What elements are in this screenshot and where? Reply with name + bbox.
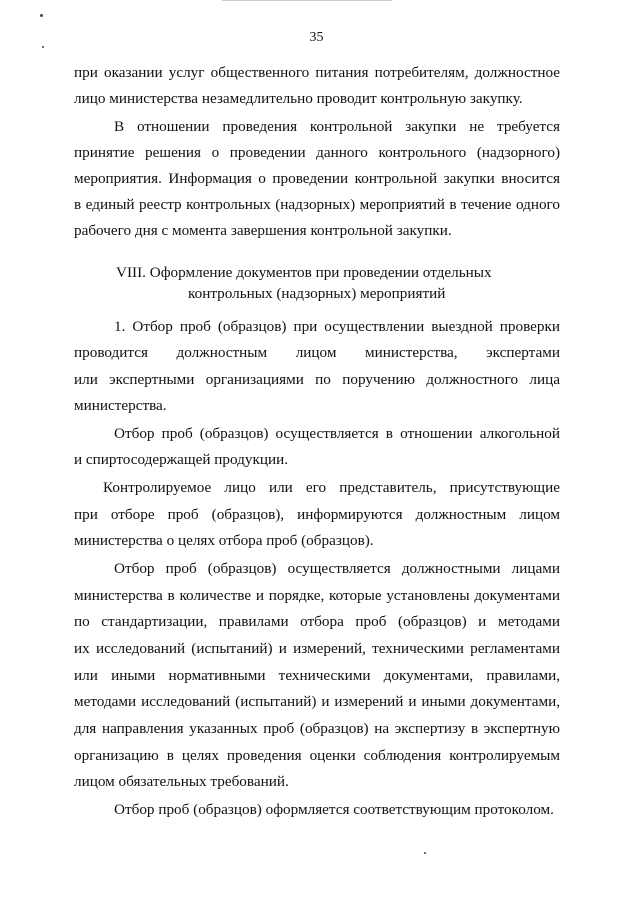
text-line: по стандартизации, правилами отбора проб (образцов) и методами [74,613,560,630]
text-line: и спиртосодержащей продукции. [74,451,289,468]
page-number: 35 [309,30,324,45]
text-line: рабочего дня с момента завершения контрольной закупки. [74,222,452,239]
text-line: министерства о целях отбора проб (образцов). [74,532,374,549]
section-heading-line-1: VIII. Оформление документов при проведении отдельных [116,264,492,281]
text-line: министерства в количестве и порядке, которые установлены документами [74,587,560,604]
text-line: при оказании услуг общественного питания потребителям, должностное [74,64,560,81]
text-line: министерства. [74,397,167,414]
text-line: 1. Отбор проб (образцов) при осуществлении выездной проверки [114,318,560,335]
text-line: мероприятия. Информация о проведении контрольной закупки вносится [74,170,560,187]
scan-speck [40,14,43,17]
text-line: лицо министерства незамедлительно проводит контрольную закупку. [74,90,523,107]
text-line: в единый реестр контрольных (надзорных) мероприятий в течение одного [74,196,560,213]
section-heading-line-2: контрольных (надзорных) мероприятий [188,285,446,302]
text-line: методами исследований (испытаний) и измерений и иными документами, [74,693,560,710]
text-line: лицом обязательных требований. [74,773,289,790]
text-line: при отборе проб (образцов), информируются должностным лицом [74,506,560,523]
scan-speck [42,46,44,48]
text-line: для направления указанных проб (образцов) на экспертизу в экспертную [74,720,560,737]
scan-edge-line [222,0,392,1]
scan-speck [424,852,426,854]
text-line: Отбор проб (образцов) осуществляется должностными лицами [114,560,560,577]
text-line: Отбор проб (образцов) осуществляется в отношении алкогольной [114,425,560,442]
text-line: или иными нормативными техническими документами, правилами, [74,667,560,684]
text-line: Отбор проб (образцов) оформляется соответствующим протоколом. [114,801,554,818]
text-line: проводится должностным лицом министерства, экспертами [74,344,560,361]
text-line: организацию в целях проведения оценки соблюдения контролируемым [74,747,560,764]
text-line: В отношении проведения контрольной закупки не требуется [114,118,560,135]
text-line: их исследований (испытаний) и измерений, техническими регламентами [74,640,560,657]
text-line: принятие решения о проведении данного контрольного (надзорного) [74,144,560,161]
text-line: Контролируемое лицо или его представитель, присутствующие [103,479,560,496]
text-line: или экспертными организациями по поручению должностного лица [74,371,560,388]
